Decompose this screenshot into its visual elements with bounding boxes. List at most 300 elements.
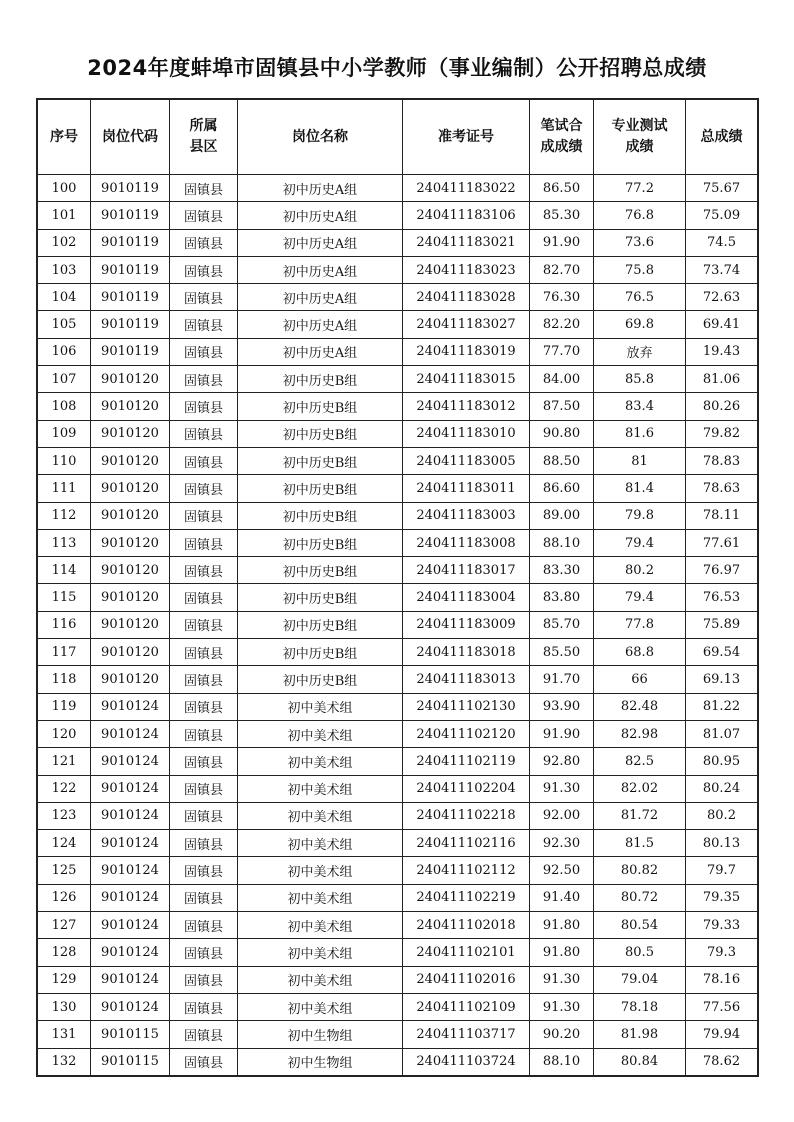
table-row: [38, 966, 758, 993]
cell-written-score: 91.90: [530, 720, 594, 747]
cell-ticket-number: 240411183027: [403, 311, 530, 338]
cell-ticket-number: 240411183017: [403, 557, 530, 584]
cell-county: 固镇县: [170, 557, 238, 584]
cell-total-score: 81.22: [686, 693, 758, 720]
cell-post-name: 初中美术组: [238, 720, 403, 747]
cell-seq: 122: [38, 775, 91, 802]
cell-post-code: 9010119: [91, 175, 170, 202]
cell-test-score: 66: [594, 666, 686, 693]
table-row: [38, 311, 758, 338]
cell-written-score: 86.50: [530, 175, 594, 202]
cell-test-score: 82.02: [594, 775, 686, 802]
cell-seq: 107: [38, 366, 91, 393]
cell-county: 固镇县: [170, 502, 238, 529]
cell-county: 固镇县: [170, 284, 238, 311]
cell-seq: 106: [38, 338, 91, 365]
cell-post-name: 初中美术组: [238, 802, 403, 829]
cell-post-code: 9010120: [91, 475, 170, 502]
cell-written-score: 92.30: [530, 830, 594, 857]
cell-test-score: 68.8: [594, 639, 686, 666]
cell-county: 固镇县: [170, 802, 238, 829]
cell-ticket-number: 240411102130: [403, 693, 530, 720]
cell-county: 固镇县: [170, 639, 238, 666]
cell-county: 固镇县: [170, 475, 238, 502]
cell-total-score: 79.3: [686, 939, 758, 966]
cell-post-code: 9010120: [91, 502, 170, 529]
cell-ticket-number: 240411183012: [403, 393, 530, 420]
cell-written-score: 87.50: [530, 393, 594, 420]
cell-total-score: 19.43: [686, 338, 758, 365]
cell-post-name: 初中历史B组: [238, 529, 403, 556]
cell-post-code: 9010124: [91, 748, 170, 775]
cell-test-score: 放弃: [594, 338, 686, 365]
cell-post-code: 9010124: [91, 802, 170, 829]
cell-seq: 109: [38, 420, 91, 447]
cell-ticket-number: 240411183106: [403, 202, 530, 229]
cell-post-code: 9010120: [91, 639, 170, 666]
cell-seq: 132: [38, 1048, 91, 1075]
cell-total-score: 69.54: [686, 639, 758, 666]
cell-post-code: 9010120: [91, 557, 170, 584]
cell-county: 固镇县: [170, 1048, 238, 1075]
table-row: [38, 584, 758, 611]
cell-post-code: 9010120: [91, 611, 170, 638]
cell-seq: 117: [38, 639, 91, 666]
table-row: [38, 884, 758, 911]
cell-county: 固镇县: [170, 830, 238, 857]
header-written-score: 笔试合 成成绩: [530, 100, 594, 175]
cell-post-name: 初中历史B组: [238, 557, 403, 584]
header-seq: 序号: [38, 100, 91, 175]
cell-test-score: 81.4: [594, 475, 686, 502]
cell-post-name: 初中历史B组: [238, 393, 403, 420]
cell-county: 固镇县: [170, 857, 238, 884]
cell-seq: 108: [38, 393, 91, 420]
cell-ticket-number: 240411183021: [403, 229, 530, 256]
cell-post-code: 9010124: [91, 775, 170, 802]
table-row: [38, 202, 758, 229]
cell-post-code: 9010120: [91, 666, 170, 693]
cell-written-score: 89.00: [530, 502, 594, 529]
cell-ticket-number: 240411183010: [403, 420, 530, 447]
table-row: [38, 175, 758, 202]
cell-post-code: 9010124: [91, 939, 170, 966]
table-row: [38, 939, 758, 966]
cell-post-name: 初中历史B组: [238, 420, 403, 447]
cell-seq: 100: [38, 175, 91, 202]
cell-post-code: 9010120: [91, 447, 170, 474]
table-row: [38, 256, 758, 283]
cell-total-score: 81.06: [686, 366, 758, 393]
cell-ticket-number: 240411183019: [403, 338, 530, 365]
cell-seq: 112: [38, 502, 91, 529]
cell-post-code: 9010124: [91, 693, 170, 720]
cell-total-score: 78.63: [686, 475, 758, 502]
cell-post-name: 初中历史B组: [238, 366, 403, 393]
cell-seq: 124: [38, 830, 91, 857]
cell-ticket-number: 240411183023: [403, 256, 530, 283]
cell-ticket-number: 240411183015: [403, 366, 530, 393]
cell-county: 固镇县: [170, 256, 238, 283]
cell-test-score: 79.4: [594, 584, 686, 611]
header-test-score: 专业测试 成绩: [594, 100, 686, 175]
cell-post-name: 初中历史B组: [238, 584, 403, 611]
cell-written-score: 92.00: [530, 802, 594, 829]
cell-county: 固镇县: [170, 748, 238, 775]
cell-written-score: 91.80: [530, 939, 594, 966]
cell-written-score: 84.00: [530, 366, 594, 393]
cell-ticket-number: 240411102101: [403, 939, 530, 966]
page-title: 2024年度蚌埠市固镇县中小学教师（事业编制）公开招聘总成绩: [87, 56, 707, 80]
cell-post-code: 9010124: [91, 830, 170, 857]
cell-test-score: 80.82: [594, 857, 686, 884]
cell-total-score: 80.26: [686, 393, 758, 420]
results-table: [37, 99, 758, 1076]
cell-post-code: 9010119: [91, 229, 170, 256]
cell-test-score: 83.4: [594, 393, 686, 420]
cell-post-name: 初中历史B组: [238, 611, 403, 638]
cell-total-score: 75.89: [686, 611, 758, 638]
cell-county: 固镇县: [170, 912, 238, 939]
cell-total-score: 79.7: [686, 857, 758, 884]
cell-post-name: 初中历史B组: [238, 447, 403, 474]
cell-county: 固镇县: [170, 529, 238, 556]
cell-seq: 121: [38, 748, 91, 775]
cell-county: 固镇县: [170, 693, 238, 720]
cell-written-score: 91.30: [530, 775, 594, 802]
cell-written-score: 91.40: [530, 884, 594, 911]
cell-total-score: 80.24: [686, 775, 758, 802]
cell-test-score: 76.8: [594, 202, 686, 229]
cell-test-score: 81: [594, 447, 686, 474]
cell-total-score: 78.11: [686, 502, 758, 529]
cell-post-name: 初中美术组: [238, 830, 403, 857]
cell-test-score: 82.5: [594, 748, 686, 775]
cell-test-score: 80.5: [594, 939, 686, 966]
header-post-name: 岗位名称: [238, 100, 403, 175]
cell-written-score: 85.50: [530, 639, 594, 666]
cell-seq: 116: [38, 611, 91, 638]
cell-seq: 110: [38, 447, 91, 474]
cell-post-name: 初中美术组: [238, 775, 403, 802]
cell-ticket-number: 240411183028: [403, 284, 530, 311]
cell-seq: 127: [38, 912, 91, 939]
cell-post-code: 9010115: [91, 1048, 170, 1075]
cell-total-score: 73.74: [686, 256, 758, 283]
cell-test-score: 79.04: [594, 966, 686, 993]
cell-total-score: 79.35: [686, 884, 758, 911]
cell-post-name: 初中历史A组: [238, 229, 403, 256]
cell-written-score: 93.90: [530, 693, 594, 720]
cell-post-name: 初中生物组: [238, 1021, 403, 1048]
table-row: [38, 1048, 758, 1075]
table-row: [38, 229, 758, 256]
cell-post-name: 初中历史B组: [238, 666, 403, 693]
cell-post-name: 初中美术组: [238, 912, 403, 939]
cell-post-code: 9010119: [91, 284, 170, 311]
cell-ticket-number: 240411102218: [403, 802, 530, 829]
cell-written-score: 88.50: [530, 447, 594, 474]
cell-county: 固镇县: [170, 720, 238, 747]
cell-post-name: 初中美术组: [238, 939, 403, 966]
cell-post-name: 初中美术组: [238, 993, 403, 1020]
cell-total-score: 80.2: [686, 802, 758, 829]
cell-total-score: 78.62: [686, 1048, 758, 1075]
cell-test-score: 78.18: [594, 993, 686, 1020]
table-row: [38, 475, 758, 502]
cell-test-score: 81.5: [594, 830, 686, 857]
table-row: [38, 666, 758, 693]
cell-seq: 111: [38, 475, 91, 502]
cell-seq: 113: [38, 529, 91, 556]
cell-post-code: 9010124: [91, 720, 170, 747]
cell-post-code: 9010124: [91, 993, 170, 1020]
cell-written-score: 83.30: [530, 557, 594, 584]
cell-county: 固镇县: [170, 611, 238, 638]
cell-written-score: 91.30: [530, 993, 594, 1020]
table-body: [38, 175, 758, 1076]
cell-post-name: 初中历史A组: [238, 338, 403, 365]
cell-written-score: 88.10: [530, 529, 594, 556]
table-row: [38, 693, 758, 720]
cell-county: 固镇县: [170, 775, 238, 802]
table-row: [38, 912, 758, 939]
cell-test-score: 82.98: [594, 720, 686, 747]
table-row: [38, 611, 758, 638]
cell-test-score: 76.5: [594, 284, 686, 311]
cell-post-code: 9010124: [91, 966, 170, 993]
cell-test-score: 85.8: [594, 366, 686, 393]
cell-total-score: 75.09: [686, 202, 758, 229]
cell-total-score: 69.41: [686, 311, 758, 338]
cell-written-score: 82.70: [530, 256, 594, 283]
cell-county: 固镇县: [170, 884, 238, 911]
cell-ticket-number: 240411102204: [403, 775, 530, 802]
cell-test-score: 75.8: [594, 256, 686, 283]
cell-post-name: 初中历史A组: [238, 311, 403, 338]
cell-post-name: 初中历史B组: [238, 639, 403, 666]
cell-total-score: 75.67: [686, 175, 758, 202]
cell-written-score: 76.30: [530, 284, 594, 311]
cell-post-code: 9010120: [91, 584, 170, 611]
cell-written-score: 90.20: [530, 1021, 594, 1048]
cell-test-score: 73.6: [594, 229, 686, 256]
cell-post-name: 初中历史A组: [238, 202, 403, 229]
cell-post-name: 初中美术组: [238, 884, 403, 911]
cell-ticket-number: 240411102018: [403, 912, 530, 939]
cell-post-code: 9010120: [91, 393, 170, 420]
cell-ticket-number: 240411103724: [403, 1048, 530, 1075]
cell-post-code: 9010119: [91, 311, 170, 338]
table-row: [38, 857, 758, 884]
table-row: [38, 502, 758, 529]
cell-post-code: 9010119: [91, 256, 170, 283]
cell-total-score: 79.82: [686, 420, 758, 447]
cell-written-score: 90.80: [530, 420, 594, 447]
table-row: [38, 529, 758, 556]
cell-post-code: 9010124: [91, 884, 170, 911]
cell-county: 固镇县: [170, 1021, 238, 1048]
cell-ticket-number: 240411183018: [403, 639, 530, 666]
cell-written-score: 88.10: [530, 1048, 594, 1075]
cell-test-score: 77.2: [594, 175, 686, 202]
cell-ticket-number: 240411102016: [403, 966, 530, 993]
cell-county: 固镇县: [170, 202, 238, 229]
cell-seq: 115: [38, 584, 91, 611]
cell-post-name: 初中历史B组: [238, 502, 403, 529]
cell-test-score: 81.98: [594, 1021, 686, 1048]
cell-seq: 104: [38, 284, 91, 311]
cell-seq: 114: [38, 557, 91, 584]
cell-seq: 101: [38, 202, 91, 229]
cell-total-score: 76.97: [686, 557, 758, 584]
table-row: [38, 284, 758, 311]
cell-ticket-number: 240411183004: [403, 584, 530, 611]
cell-total-score: 77.61: [686, 529, 758, 556]
cell-post-name: 初中生物组: [238, 1048, 403, 1075]
cell-seq: 129: [38, 966, 91, 993]
cell-ticket-number: 240411102119: [403, 748, 530, 775]
cell-test-score: 69.8: [594, 311, 686, 338]
cell-ticket-number: 240411102120: [403, 720, 530, 747]
cell-post-name: 初中美术组: [238, 748, 403, 775]
cell-ticket-number: 240411183011: [403, 475, 530, 502]
header-ticket-number: 准考证号: [403, 100, 530, 175]
cell-county: 固镇县: [170, 175, 238, 202]
cell-total-score: 76.53: [686, 584, 758, 611]
cell-total-score: 80.95: [686, 748, 758, 775]
cell-seq: 131: [38, 1021, 91, 1048]
cell-test-score: 79.4: [594, 529, 686, 556]
cell-post-code: 9010120: [91, 529, 170, 556]
cell-post-code: 9010115: [91, 1021, 170, 1048]
cell-seq: 125: [38, 857, 91, 884]
cell-post-code: 9010120: [91, 366, 170, 393]
cell-post-code: 9010120: [91, 420, 170, 447]
table-row: [38, 830, 758, 857]
cell-test-score: 80.54: [594, 912, 686, 939]
table-row: [38, 447, 758, 474]
cell-post-code: 9010124: [91, 857, 170, 884]
cell-post-name: 初中历史B组: [238, 475, 403, 502]
cell-written-score: 91.70: [530, 666, 594, 693]
cell-written-score: 82.20: [530, 311, 594, 338]
cell-total-score: 78.83: [686, 447, 758, 474]
cell-county: 固镇县: [170, 311, 238, 338]
cell-test-score: 81.72: [594, 802, 686, 829]
cell-test-score: 80.84: [594, 1048, 686, 1075]
cell-test-score: 80.2: [594, 557, 686, 584]
cell-written-score: 83.80: [530, 584, 594, 611]
cell-county: 固镇县: [170, 966, 238, 993]
cell-county: 固镇县: [170, 939, 238, 966]
table-row: [38, 720, 758, 747]
cell-ticket-number: 240411183009: [403, 611, 530, 638]
cell-post-name: 初中历史A组: [238, 256, 403, 283]
cell-written-score: 91.30: [530, 966, 594, 993]
cell-written-score: 91.90: [530, 229, 594, 256]
cell-seq: 130: [38, 993, 91, 1020]
cell-test-score: 82.48: [594, 693, 686, 720]
cell-seq: 126: [38, 884, 91, 911]
cell-post-name: 初中历史A组: [238, 175, 403, 202]
table-row: [38, 993, 758, 1020]
cell-county: 固镇县: [170, 584, 238, 611]
cell-seq: 128: [38, 939, 91, 966]
table-row: [38, 775, 758, 802]
table-row: [38, 748, 758, 775]
cell-post-name: 初中历史A组: [238, 284, 403, 311]
cell-seq: 118: [38, 666, 91, 693]
cell-post-name: 初中美术组: [238, 966, 403, 993]
header-total-score: 总成绩: [686, 100, 758, 175]
cell-post-code: 9010119: [91, 202, 170, 229]
cell-county: 固镇县: [170, 393, 238, 420]
cell-county: 固镇县: [170, 447, 238, 474]
cell-ticket-number: 240411183008: [403, 529, 530, 556]
cell-ticket-number: 240411102116: [403, 830, 530, 857]
cell-test-score: 81.6: [594, 420, 686, 447]
cell-post-code: 9010119: [91, 338, 170, 365]
cell-written-score: 86.60: [530, 475, 594, 502]
cell-total-score: 80.13: [686, 830, 758, 857]
cell-county: 固镇县: [170, 366, 238, 393]
table-row: [38, 557, 758, 584]
cell-post-name: 初中美术组: [238, 857, 403, 884]
cell-total-score: 79.94: [686, 1021, 758, 1048]
cell-seq: 105: [38, 311, 91, 338]
table-header-row: [38, 100, 758, 175]
cell-test-score: 80.72: [594, 884, 686, 911]
cell-seq: 102: [38, 229, 91, 256]
table-row: [38, 1021, 758, 1048]
cell-county: 固镇县: [170, 420, 238, 447]
cell-test-score: 79.8: [594, 502, 686, 529]
header-county: 所属 县区: [170, 100, 238, 175]
cell-written-score: 77.70: [530, 338, 594, 365]
cell-ticket-number: 240411103717: [403, 1021, 530, 1048]
cell-seq: 123: [38, 802, 91, 829]
cell-ticket-number: 240411102219: [403, 884, 530, 911]
table-row: [38, 338, 758, 365]
cell-total-score: 81.07: [686, 720, 758, 747]
cell-total-score: 79.33: [686, 912, 758, 939]
cell-test-score: 77.8: [594, 611, 686, 638]
cell-county: 固镇县: [170, 666, 238, 693]
table-row: [38, 802, 758, 829]
cell-ticket-number: 240411183003: [403, 502, 530, 529]
cell-total-score: 72.63: [686, 284, 758, 311]
cell-written-score: 85.70: [530, 611, 594, 638]
cell-written-score: 91.80: [530, 912, 594, 939]
cell-post-name: 初中美术组: [238, 693, 403, 720]
table-row: [38, 366, 758, 393]
cell-total-score: 74.5: [686, 229, 758, 256]
cell-county: 固镇县: [170, 993, 238, 1020]
cell-seq: 103: [38, 256, 91, 283]
cell-total-score: 69.13: [686, 666, 758, 693]
cell-seq: 119: [38, 693, 91, 720]
header-post-code: 岗位代码: [91, 100, 170, 175]
cell-county: 固镇县: [170, 338, 238, 365]
cell-ticket-number: 240411183022: [403, 175, 530, 202]
cell-post-code: 9010124: [91, 912, 170, 939]
table-row: [38, 639, 758, 666]
cell-total-score: 77.56: [686, 993, 758, 1020]
cell-ticket-number: 240411183005: [403, 447, 530, 474]
cell-written-score: 92.50: [530, 857, 594, 884]
cell-ticket-number: 240411102109: [403, 993, 530, 1020]
